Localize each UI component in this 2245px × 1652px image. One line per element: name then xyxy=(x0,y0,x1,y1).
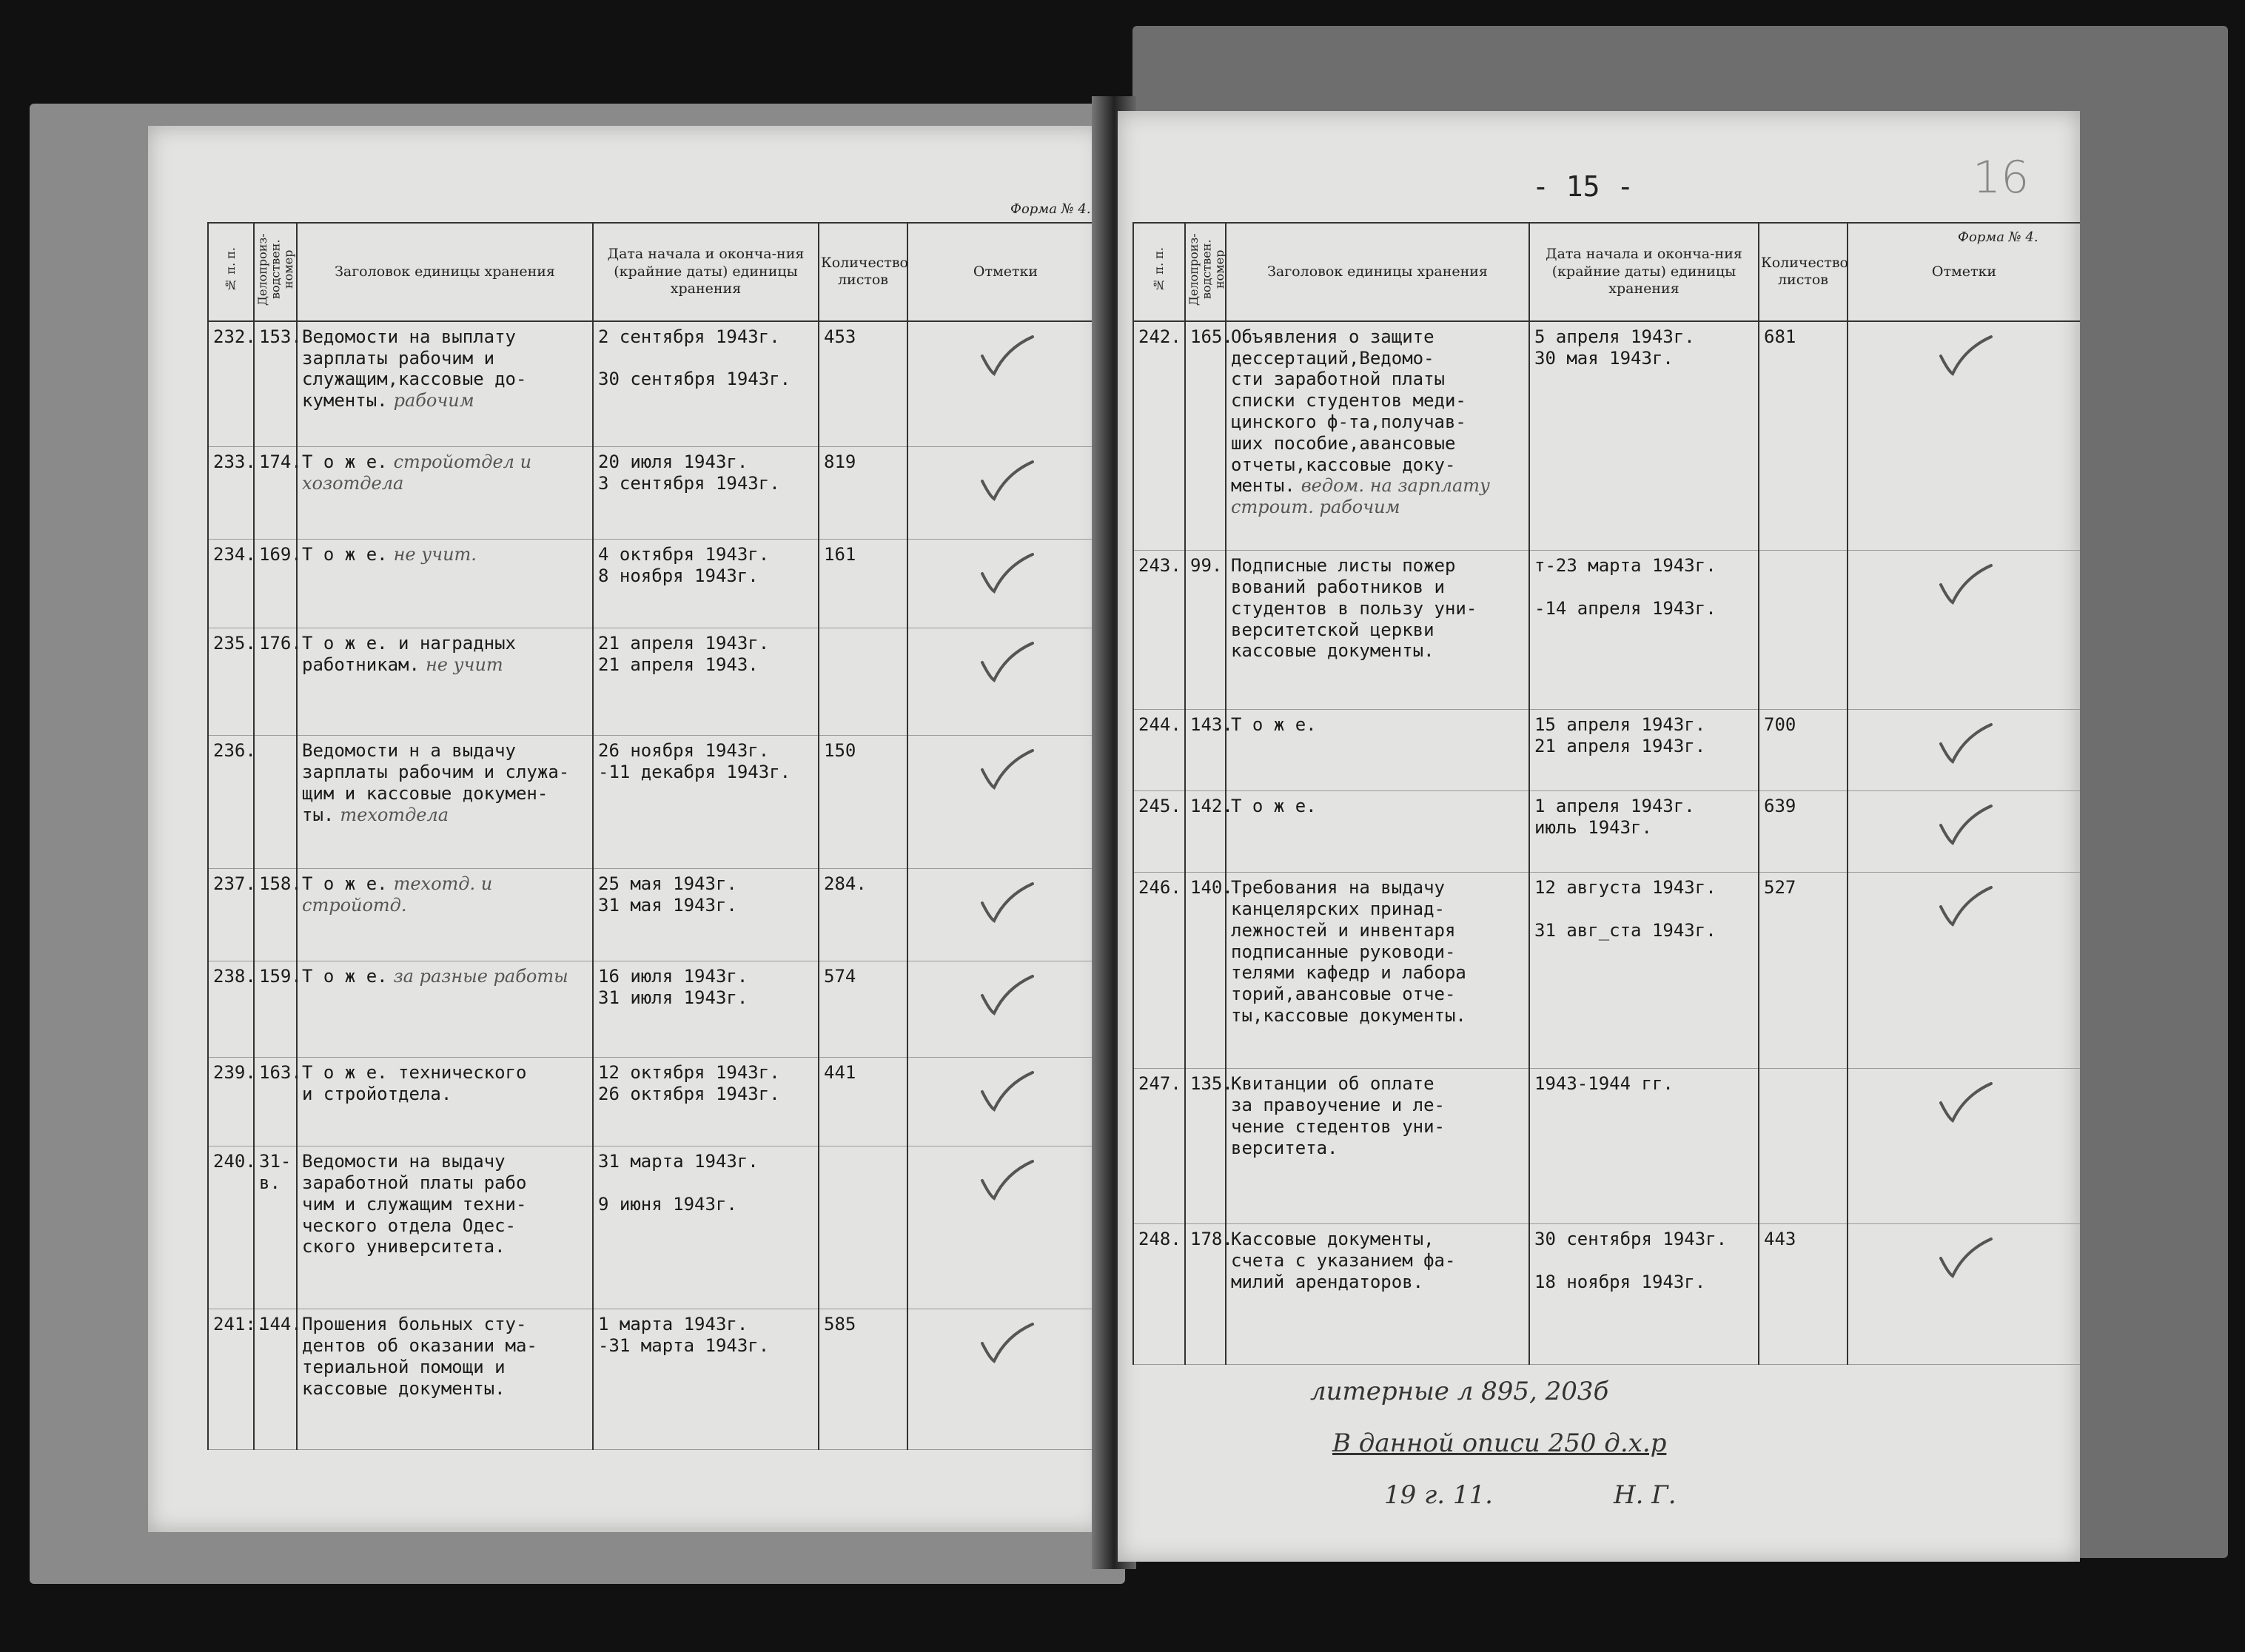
record-dates: 1 марта 1943г. -31 марта 1943г. xyxy=(593,1309,819,1450)
record-number xyxy=(254,736,297,869)
col-notes-header: Отметки xyxy=(907,223,1103,321)
checkmark-icon xyxy=(1935,1081,1994,1125)
handwritten-note: за разные работы xyxy=(393,966,568,987)
row-number: 244. xyxy=(1133,710,1185,791)
row-number: 235. xyxy=(208,628,254,736)
notes-cell xyxy=(907,869,1103,961)
checkmark-icon xyxy=(976,334,1036,378)
col-dates-header: Дата начала и оконча-ния (крайние даты) единицы хранения xyxy=(593,223,819,321)
record-dates: 30 сентября 1943г. 18 ноября 1943г. xyxy=(1529,1224,1759,1365)
record-number: 135. xyxy=(1185,1069,1226,1224)
record-number: 142. xyxy=(1185,791,1226,873)
handwritten-note: ведом. на зарплату строит. рабочим xyxy=(1231,475,1490,518)
record-dates: 16 июля 1943г. 31 июля 1943г. xyxy=(593,961,819,1058)
record-number: 153. xyxy=(254,321,297,447)
footer-file-count: В данной описи 250 д.х.р xyxy=(1332,1428,1667,1458)
sheet-count: 700 xyxy=(1759,710,1848,791)
row-number: 237. xyxy=(208,869,254,961)
checkmark-icon xyxy=(976,748,1036,792)
checkmark-icon xyxy=(976,551,1036,596)
sheet-count: 284. xyxy=(819,869,907,961)
record-number: 31-в. xyxy=(254,1146,297,1309)
page-right xyxy=(1118,111,2080,1562)
folio-number: 16 xyxy=(1973,152,2030,204)
checkmark-icon xyxy=(976,459,1036,503)
record-title: Т о ж е. и наградных работникам. не учит xyxy=(297,628,593,736)
checkmark-icon xyxy=(1935,884,1994,929)
table-row xyxy=(208,447,1103,540)
record-number: 158. xyxy=(254,869,297,961)
table-row xyxy=(1133,791,2080,873)
notes-cell xyxy=(1848,710,2080,791)
row-number: 232. xyxy=(208,321,254,447)
row-number: 239. xyxy=(208,1058,254,1146)
record-title: Ведомости н а выдачу зарплаты рабочим и служа- щим и кассовые докумен- ты. техотдела xyxy=(297,736,593,869)
footer-date: 19 г. 11. xyxy=(1384,1480,1493,1510)
record-number: 176. xyxy=(254,628,297,736)
footer-signature: Н. Г. xyxy=(1614,1480,1677,1510)
record-title: Требования на выдачу канцелярских принад- лежностей и инвентаря подписанные руководи- телями кафедр и лабора торий,авансовые отче- ты,кассовые документы. xyxy=(1226,873,1529,1069)
record-number: 178. xyxy=(1185,1224,1226,1365)
record-title: Т о ж е. техотд. и стройотд. xyxy=(297,869,593,961)
checkmark-icon xyxy=(1935,563,1994,607)
record-number: 143. xyxy=(1185,710,1226,791)
record-dates: 20 июля 1943г. 3 сентября 1943г. xyxy=(593,447,819,540)
row-number: 240. xyxy=(208,1146,254,1309)
checkmark-icon xyxy=(976,1321,1036,1366)
record-title: Ведомости на выдачу заработной платы рабо чим и служащим техни- ческого отдела Одес- ского университета. xyxy=(297,1146,593,1309)
notes-cell xyxy=(907,961,1103,1058)
record-dates: 12 августа 1943г. 31 авг_ста 1943г. xyxy=(1529,873,1759,1069)
col-dates-header: Дата начала и оконча-ния (крайние даты) единицы хранения xyxy=(1529,223,1759,321)
inventory-table-right xyxy=(1132,222,2080,1365)
handwritten-note: не учит xyxy=(425,654,503,676)
page-number: - 15 - xyxy=(1532,170,1634,203)
notes-cell xyxy=(907,1309,1103,1450)
notes-cell xyxy=(1848,1224,2080,1365)
record-dates: 1943-1944 гг. xyxy=(1529,1069,1759,1224)
record-title: Т о ж е. xyxy=(1226,791,1529,873)
record-title: Т о ж е. за разные работы xyxy=(297,961,593,1058)
record-title: Кассовые документы, счета с указанием фа- милий арендаторов. xyxy=(1226,1224,1529,1365)
col-title-header: Заголовок единицы хранения xyxy=(1226,223,1529,321)
table-row xyxy=(208,1058,1103,1146)
col-notes-header: Отметки xyxy=(1848,223,2080,321)
sheet-count: 161 xyxy=(819,540,907,628)
handwritten-note: техотд. и стройотд. xyxy=(302,873,493,916)
row-number: 245. xyxy=(1133,791,1185,873)
sheet-count: 574 xyxy=(819,961,907,1058)
checkmark-icon xyxy=(1935,1236,1994,1280)
checkmark-icon xyxy=(1935,334,1994,378)
checkmark-icon xyxy=(976,1070,1036,1114)
record-dates: 21 апреля 1943г. 21 апреля 1943. xyxy=(593,628,819,736)
table-row xyxy=(1133,1224,2080,1365)
table-row xyxy=(208,961,1103,1058)
record-title: Объявления о защите дессертаций,Ведомо- сти заработной платы списки студентов меди- цинского ф-та,получав- ших пособие,авансовые отчеты,кассовые доку- менты. ведом. на зарплату строит. рабочим xyxy=(1226,321,1529,551)
record-title: Т о ж е. xyxy=(1226,710,1529,791)
sheet-count: 453 xyxy=(819,321,907,447)
checkmark-icon xyxy=(976,640,1036,685)
sheet-count: 585 xyxy=(819,1309,907,1450)
record-title: Т о ж е. технического и стройотдела. xyxy=(297,1058,593,1146)
notes-cell xyxy=(907,628,1103,736)
sheet-count xyxy=(1759,1069,1848,1224)
sheet-count: 150 xyxy=(819,736,907,869)
sheet-count: 639 xyxy=(1759,791,1848,873)
col-count-header: Количество листов xyxy=(1759,223,1848,321)
handwritten-note: не учит. xyxy=(393,544,477,565)
sheet-count: 527 xyxy=(1759,873,1848,1069)
row-number: 238. xyxy=(208,961,254,1058)
handwritten-note: техотдела xyxy=(340,804,449,825)
record-dates: т-23 марта 1943г. -14 апреля 1943г. xyxy=(1529,551,1759,710)
notes-cell xyxy=(1848,873,2080,1069)
col-count-header: Количество листов xyxy=(819,223,907,321)
record-dates: 2 сентября 1943г. 30 сентября 1943г. xyxy=(593,321,819,447)
table-row xyxy=(1133,1069,2080,1224)
handwritten-note: стройотдел и хозотдела xyxy=(302,451,532,494)
record-number: 159. xyxy=(254,961,297,1058)
notes-cell xyxy=(907,1146,1103,1309)
record-title: Т о ж е. не учит. xyxy=(297,540,593,628)
row-number: 246. xyxy=(1133,873,1185,1069)
table-row xyxy=(1133,551,2080,710)
record-title: Прошения больных сту- дентов об оказании ма- териальной помощи и кассовые документы. xyxy=(297,1309,593,1450)
notes-cell xyxy=(907,1058,1103,1146)
col-title-header: Заголовок единицы хранения xyxy=(297,223,593,321)
table-row xyxy=(208,540,1103,628)
notes-cell xyxy=(1848,321,2080,551)
col-delo-header: Делопроиз-водствен. номер xyxy=(254,223,297,321)
checkmark-icon xyxy=(976,1158,1036,1203)
sheet-count xyxy=(819,628,907,736)
record-title: Квитанции об оплате за правоучение и ле- чение стедентов уни- верситета. xyxy=(1226,1069,1529,1224)
table-row xyxy=(208,736,1103,869)
form-label-right: Форма № 4. xyxy=(1958,229,2038,245)
row-number: 236. xyxy=(208,736,254,869)
record-number: 144. xyxy=(254,1309,297,1450)
sheet-count: 441 xyxy=(819,1058,907,1146)
record-title: Т о ж е. стройотдел и хозотдела xyxy=(297,447,593,540)
inventory-table-left xyxy=(207,222,1103,1450)
handwritten-note: рабочим xyxy=(393,390,474,412)
notes-cell xyxy=(1848,791,2080,873)
notes-cell xyxy=(907,447,1103,540)
record-dates: 5 апреля 1943г. 30 мая 1943г. xyxy=(1529,321,1759,551)
record-dates: 4 октября 1943г. 8 ноября 1943г. xyxy=(593,540,819,628)
notes-cell xyxy=(907,736,1103,869)
table-row xyxy=(208,869,1103,961)
footer-literal-sheets: литерные л 895, 203б xyxy=(1310,1377,1609,1406)
table-row xyxy=(208,1309,1103,1450)
record-title: Подписные листы пожер вований работников и студентов в пользу уни- верситетской церкви кассовые документы. xyxy=(1226,551,1529,710)
record-dates: 25 мая 1943г. 31 мая 1943г. xyxy=(593,869,819,961)
checkmark-icon xyxy=(1935,803,1994,847)
record-dates: 26 ноября 1943г. -11 декабря 1943г. xyxy=(593,736,819,869)
table-row xyxy=(1133,321,2080,551)
row-number: 233. xyxy=(208,447,254,540)
sheet-count: 819 xyxy=(819,447,907,540)
record-number: 99. xyxy=(1185,551,1226,710)
record-number: 163. xyxy=(254,1058,297,1146)
row-number: 243. xyxy=(1133,551,1185,710)
row-number: 241:. xyxy=(208,1309,254,1450)
notes-cell xyxy=(1848,1069,2080,1224)
row-number: 248. xyxy=(1133,1224,1185,1365)
table-row xyxy=(208,1146,1103,1309)
page-left xyxy=(148,126,1103,1532)
record-number: 174. xyxy=(254,447,297,540)
notes-cell xyxy=(907,540,1103,628)
record-number: 140. xyxy=(1185,873,1226,1069)
record-number: 165. xyxy=(1185,321,1226,551)
record-number: 169. xyxy=(254,540,297,628)
record-dates: 12 октября 1943г. 26 октября 1943г. xyxy=(593,1058,819,1146)
record-dates: 1 апреля 1943г. июль 1943г. xyxy=(1529,791,1759,873)
sheet-count: 681 xyxy=(1759,321,1848,551)
col-num-header: № п. п. xyxy=(1133,223,1185,321)
sheet-count xyxy=(1759,551,1848,710)
notes-cell xyxy=(907,321,1103,447)
col-delo-header: Делопроиз-водствен. номер xyxy=(1185,223,1226,321)
row-number: 242. xyxy=(1133,321,1185,551)
sheet-count: 443 xyxy=(1759,1224,1848,1365)
table-row xyxy=(1133,873,2080,1069)
table-row xyxy=(208,628,1103,736)
col-num-header: № п. п. xyxy=(208,223,254,321)
checkmark-icon xyxy=(976,881,1036,925)
row-number: 247. xyxy=(1133,1069,1185,1224)
record-dates: 31 марта 1943г. 9 июня 1943г. xyxy=(593,1146,819,1309)
record-dates: 15 апреля 1943г. 21 апреля 1943г. xyxy=(1529,710,1759,791)
checkmark-icon xyxy=(976,973,1036,1018)
row-number: 234. xyxy=(208,540,254,628)
form-label: Форма № 4. xyxy=(1010,201,1091,217)
sheet-count xyxy=(819,1146,907,1309)
table-row xyxy=(208,321,1103,447)
table-row xyxy=(1133,710,2080,791)
notes-cell xyxy=(1848,551,2080,710)
checkmark-icon xyxy=(1935,722,1994,766)
record-title: Ведомости на выплату зарплаты рабочим и служащим,кассовые до- кументы. рабочим xyxy=(297,321,593,447)
